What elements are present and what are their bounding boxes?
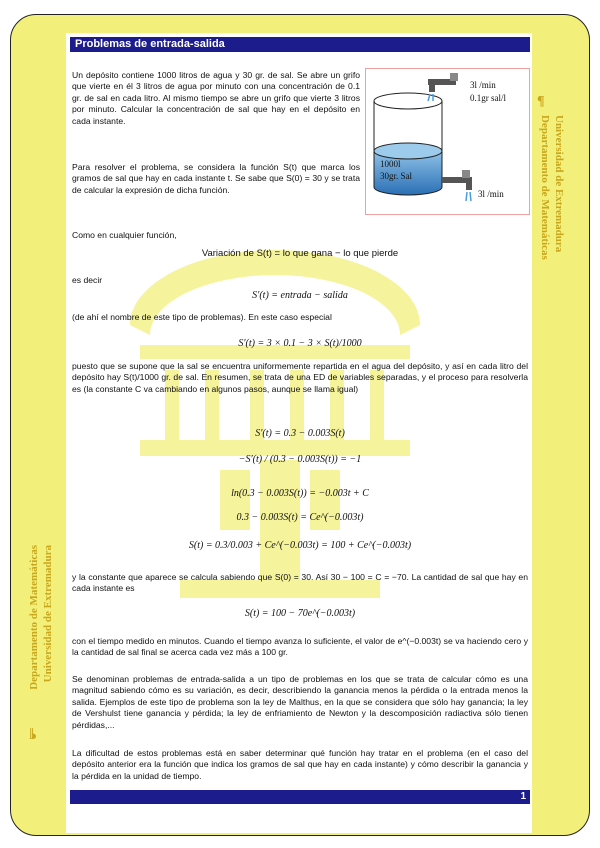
paragraph-constant: y la constante que aparece se calcula sabiendo que S(0) = 30. Así 30 − 100 = C = −70. La cantidad de sal que hay en cada instante es bbox=[72, 572, 528, 594]
equation-step-2: −S′(t) / (0.3 − 0.003S(t)) = −1 bbox=[238, 454, 362, 465]
side-label-university: Universidad de Extremadura bbox=[553, 115, 565, 253]
tank-volume-label: 1000l bbox=[380, 159, 401, 169]
equation-step-5: S(t) = 0.3/0.003 + Ce^(−0.003t) = 100 + Ce^(−0.003t) bbox=[188, 540, 412, 551]
tank-illustration bbox=[366, 69, 529, 214]
side-label-department: Departamento de Matemáticas bbox=[28, 545, 40, 690]
paragraph-intro: Como en cualquier función, bbox=[72, 230, 177, 240]
equation-variation: Variación de S(t) = lo que gana − lo que pierde bbox=[201, 248, 399, 259]
university-emblem-icon: ¶ bbox=[29, 726, 37, 741]
equation-step-3: ln(0.3 − 0.003S(t)) = −0.003t + C bbox=[231, 488, 369, 499]
inflow-concentration-label: 0.1gr sal/l bbox=[470, 93, 506, 103]
paragraph-problem: Un depósito contiene 1000 litros de agua y 30 gr. de sal. Se abre un grifo que vierte en él 3 litros de agua por minuto con una concentración de 0.1 gr. de sal en cada litro. Al mismo tiempo se abre un grifo que vierte 3 litros por minuto. Calcular la concentración de sal que hay en el depósito en cada instante. bbox=[72, 70, 360, 126]
side-label-right bbox=[535, 95, 575, 295]
paragraph-limit: con el tiempo medido en minutos. Cuando el tiempo avanza lo suficiente, el valor de e^(−0.003t) se va haciendo cero y la cantidad de sal final se acerca cada vez más a 100 gr. bbox=[72, 636, 528, 658]
paragraph-es-decir: es decir bbox=[72, 275, 103, 285]
page-number: 1 bbox=[520, 791, 526, 802]
paragraph-setup: Para resolver el problema, se considera la función S(t) que marca los gramos de sal que hay en cada instante t. Se sabe que S(0) = 30 y se trata de calcular la expresión de dicha función. bbox=[72, 162, 360, 195]
outflow-rate-label: 3l /min bbox=[478, 189, 504, 199]
tank-salt-label: 30gr. Sal bbox=[380, 171, 413, 181]
equation-solution: S(t) = 100 − 70e^(−0.003t) bbox=[244, 608, 356, 619]
paragraph-definition: Se denominan problemas de entrada-salida a un tipo de problemas en los que se trata de calcular cómo es una magnitud sabiendo cómo es su variación, es decir, describiendo la ganancia menos la pérdida o la entrada menos la salida. Ejemplos de este tipo de problema son la ley de Malthus, en la que se considera que sólo hay ganancia; la ley de Vershulst tiene ganancia y pérdida; la ley de enfriamiento de Newton y la descomposición radiactiva sólo tienen pérdidas,... bbox=[72, 674, 528, 730]
university-emblem-icon: ¶ bbox=[537, 94, 545, 109]
equation-step-1: S′(t) = 0.3 − 0.003S(t) bbox=[255, 428, 345, 439]
section-title-bar bbox=[70, 37, 530, 52]
equation-step-4: 0.3 − 0.003S(t) = Ce^(−0.003t) bbox=[236, 512, 364, 523]
inflow-faucet-icon bbox=[428, 73, 458, 101]
equation-balance: S′(t) = entrada − salida bbox=[252, 290, 348, 301]
section-title: Problemas de entrada-salida bbox=[75, 38, 225, 50]
paragraph-difficulty: La dificultad de estos problemas está en saber determinar qué función hay tratar en el problema (en el caso del depósito anterior era la función que indica los gramos de sal que hay en cada instante) y cómo describir la ganancia y la pérdida en la unidad de tiempo. bbox=[72, 748, 528, 781]
paragraph-explanation: puesto que se supone que la sal se encuentra uniformemente repartida en el agua del depósito, y así en cada litro del depósito hay S(t)/1000 gr. de sal. En resumen, se trata de una ED de variables separadas, y el proceso para resolverla es (la constante C va cambiando en algunos pasos, aunque se llama igual) bbox=[72, 361, 528, 394]
inflow-rate-label: 3l /min bbox=[470, 80, 496, 90]
side-label-university: Universidad de Extremadura bbox=[42, 545, 54, 683]
tank-figure bbox=[365, 68, 530, 215]
outflow-faucet-icon bbox=[442, 170, 472, 201]
paragraph-special-case: (de ahí el nombre de este tipo de problemas). En este caso especial bbox=[72, 312, 332, 322]
footer-bar bbox=[70, 790, 530, 804]
side-label-left bbox=[25, 545, 65, 745]
side-label-department: Departamento de Matemáticas bbox=[539, 115, 551, 260]
equation-ode: S′(t) = 3 × 0.1 − 3 × S(t)/1000 bbox=[238, 338, 362, 349]
